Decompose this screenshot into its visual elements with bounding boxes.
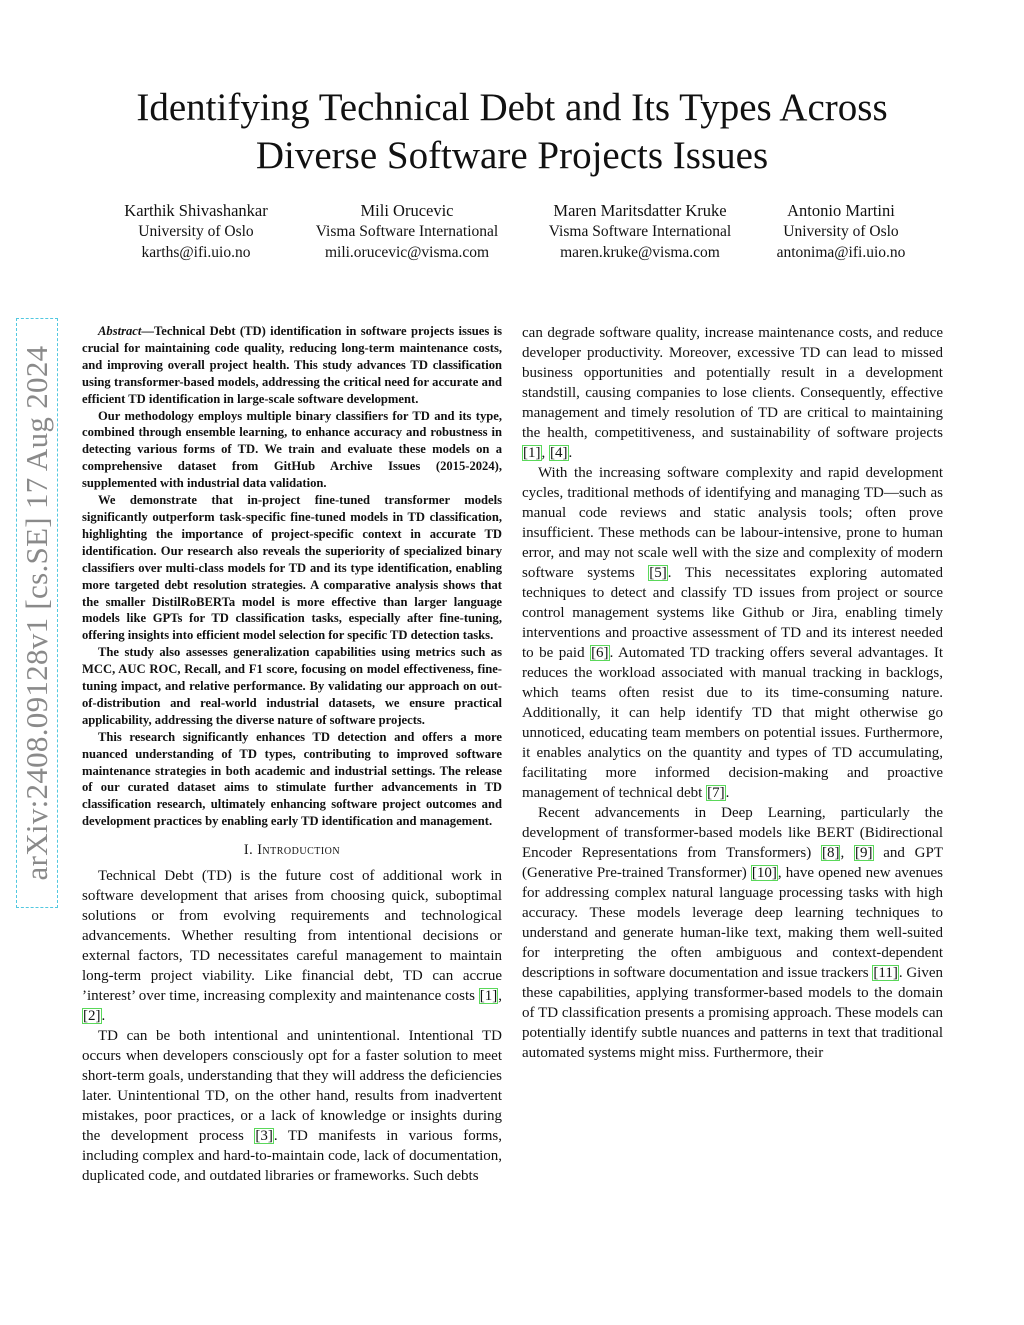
author-1 (113, 200, 279, 263)
author-email: mili.orucevic@visma.com (324, 244, 490, 261)
author-3 (536, 200, 744, 263)
abstract (82, 323, 502, 830)
body-paragraph: Recent advancements in Deep Learning, particularly the development of transformer-based models like BERT (Bidirectional Encoder Representations from Transformers) [8], [9] and GPT (Generative Pre-trained Transformer) [10], have opened new avenues for addressing complex natural language processing tasks with high accuracy. These models leverage deep learning techniques to understand and generate human-like text, making them well-suited for interpreting the often ambiguous and context-dependent descriptions in software documentation and issue trackers [11]. Given these capabilities, applying transformer-based models to the domain of TD classification presents a promising approach. These models can potentially identify subtle nuances and patterns in text that traditional automated systems might miss. Furthermore, their (522, 805, 944, 1061)
section-heading-introduction: I. Introduction (243, 842, 341, 859)
citation-link[interactable]: [9] (855, 845, 873, 861)
paper-title (0, 84, 1024, 180)
abstract-paragraph: We demonstrate that in-project fine-tuned transformer models significantly outperform task-specific fine-tuned models in TD classification, highlighting the importance of project-specific context in accurate TD identification. Our research also reveals the superiority of specialized binary classifiers over multi-class models for TD and its type identification, enabling more targeted debt resolution strategies. A comparative analysis shows that the smaller DistilRoBERTa model is more effective than larger language models like GPTs for TD classification tasks, especially after fine-tuning, offering insights into efficient model selection for specific TD detection tasks. (82, 493, 502, 643)
introduction-left (82, 866, 502, 1186)
introduction-right (522, 323, 943, 1063)
citation-link[interactable]: [10] (751, 865, 777, 881)
author-email: antonima@ifi.uio.no (776, 244, 906, 261)
citation-link[interactable]: [11] (873, 965, 898, 981)
abstract-label: Abstract (98, 324, 142, 338)
author-affiliation: University of Oslo (783, 223, 899, 240)
author-name: Antonio Martini (787, 201, 895, 220)
citation-link[interactable]: [4] (550, 445, 568, 461)
arxiv-sidebar-stamp (16, 318, 58, 908)
author-2 (303, 200, 511, 263)
author-affiliation: Visma Software International (315, 223, 499, 240)
citation-link[interactable]: [8] (821, 845, 840, 861)
left-column (82, 323, 502, 1186)
body-paragraph: Technical Debt (TD) is the future cost of additional work in software development that arises from choosing quick, suboptimal solutions or from evolving requirements and technological advancements. Whether resulting from intentional decisions or external factors, TD necessitates careful management to maintain long-term project viability. Like financial debt, TD can accrue ’interest’ over time, increasing complexity and maintenance costs [1], [2]. (82, 868, 502, 1025)
author-name: Mili Orucevic (360, 201, 454, 220)
body-paragraph: TD can be both intentional and unintentional. Intentional TD occurs when developers consciously opt for a faster solution to meet short-term goals, understanding that they will address the deficiencies later. Unintentional TD, on the other hand, results from inadvertent mistakes, poor practices, or a lack of knowledge or insights during the development process [3]. TD manifests in various forms, including complex and hard-to-maintain code, lack of documentation, duplicated code, and outdated libraries or frameworks. Such debts (82, 1028, 502, 1185)
citation-link[interactable]: [1] (479, 988, 498, 1005)
title-line-2: Diverse Software Projects Issues (255, 134, 769, 177)
abstract-paragraph: Abstract—Technical Debt (TD) identification in software projects issues is crucial for maintaining code quality, reducing long-term maintenance costs, and improving overall project health. This study advances TD classification using transformer-based models, addressing the critical need for accurate and efficient TD identification in large-scale software development. (82, 324, 502, 406)
abstract-paragraph: The study also assesses generalization capabilities using metrics such as MCC, AUC ROC, Recall, and F1 score, focusing on model effectiveness, fine-tuning impact, and relative performance. By validating our approach on out-of-distribution and real-world industrial datasets, we ensure practical applicability, addressing the diverse nature of software projects. (82, 645, 502, 727)
abstract-paragraph: Our methodology employs multiple binary classifiers for TD and its type, combined through ensemble learning, to enhance accuracy and robustness in detecting various forms of TD. We train and evaluate these models on a comprehensive dataset from GitHub Archive Issues (2015-2024), supplemented with industrial data validation. (82, 408, 502, 491)
author-name: Karthik Shivashankar (124, 201, 268, 220)
body-paragraph: With the increasing software complexity and rapid development cycles, traditional methods of identifying and managing TD—such as manual code reviews and static analysis tools; often prove insufficient. These methods can be labour-intensive, prone to human error, and may not scale well with the size and complexity of modern software systems [5]. This necessitates exploring automated techniques to detect and classify TD issues from project or source control management systems like Github or Jira, enabling timely interventions and proactive assessment of TD and its interest needed to be paid [6]. Automated TD tracking offers several advantages. It reduces the workload associated with manual tracking in backlogs, which teams often resist due to its time-consuming nature. Additionally, it can help identify TD that might otherwise go unnoticed, educating team members on potential issues. Furthermore, it enables analytics on the quantity and types of TD accumulating, facilitating more informed decision-making and proactive management of technical debt [7]. (522, 465, 943, 801)
author-email: karths@ifi.uio.no (141, 244, 251, 261)
arxiv-identifier: arXiv:2408.09128v1 [cs.SE] 17 Aug 2024 (19, 345, 54, 881)
citation-link[interactable]: [2] (83, 1008, 101, 1025)
author-email: maren.kruke@visma.com (560, 244, 720, 261)
citation-link[interactable]: [3] (255, 1128, 273, 1145)
citation-link[interactable]: [1] (523, 445, 541, 461)
author-4 (766, 200, 916, 263)
citation-link[interactable]: [7] (707, 785, 725, 801)
citation-link[interactable]: [6] (591, 645, 609, 661)
author-name: Maren Maritsdatter Kruke (553, 201, 727, 220)
author-affiliation: University of Oslo (138, 223, 254, 240)
author-affiliation: Visma Software International (548, 223, 732, 240)
abstract-paragraph: This research significantly enhances TD detection and offers a more nuanced understanding of TD types, contributing to improved software maintenance strategies in both academic and industrial settings. The release of our curated dataset aims to stimulate further advancements in TD classification research, ultimately enhancing software project outcomes and development practices by enabling early TD identification and management. (82, 729, 502, 829)
body-paragraph-continued: can degrade software quality, increase maintenance costs, and reduce developer productivity. Moreover, excessive TD can lead to missed business opportunities and potentially result in a development standstill, causing companies to lose clients. Consequently, effective management and timely resolution of TD are critical to maintaining the health, competitiveness, and sustainability of software projects [1], [4]. (522, 325, 944, 461)
citation-link[interactable]: [5] (649, 565, 667, 581)
right-column (522, 323, 943, 1063)
title-line-1: Identifying Technical Debt and Its Types Across (136, 86, 888, 129)
